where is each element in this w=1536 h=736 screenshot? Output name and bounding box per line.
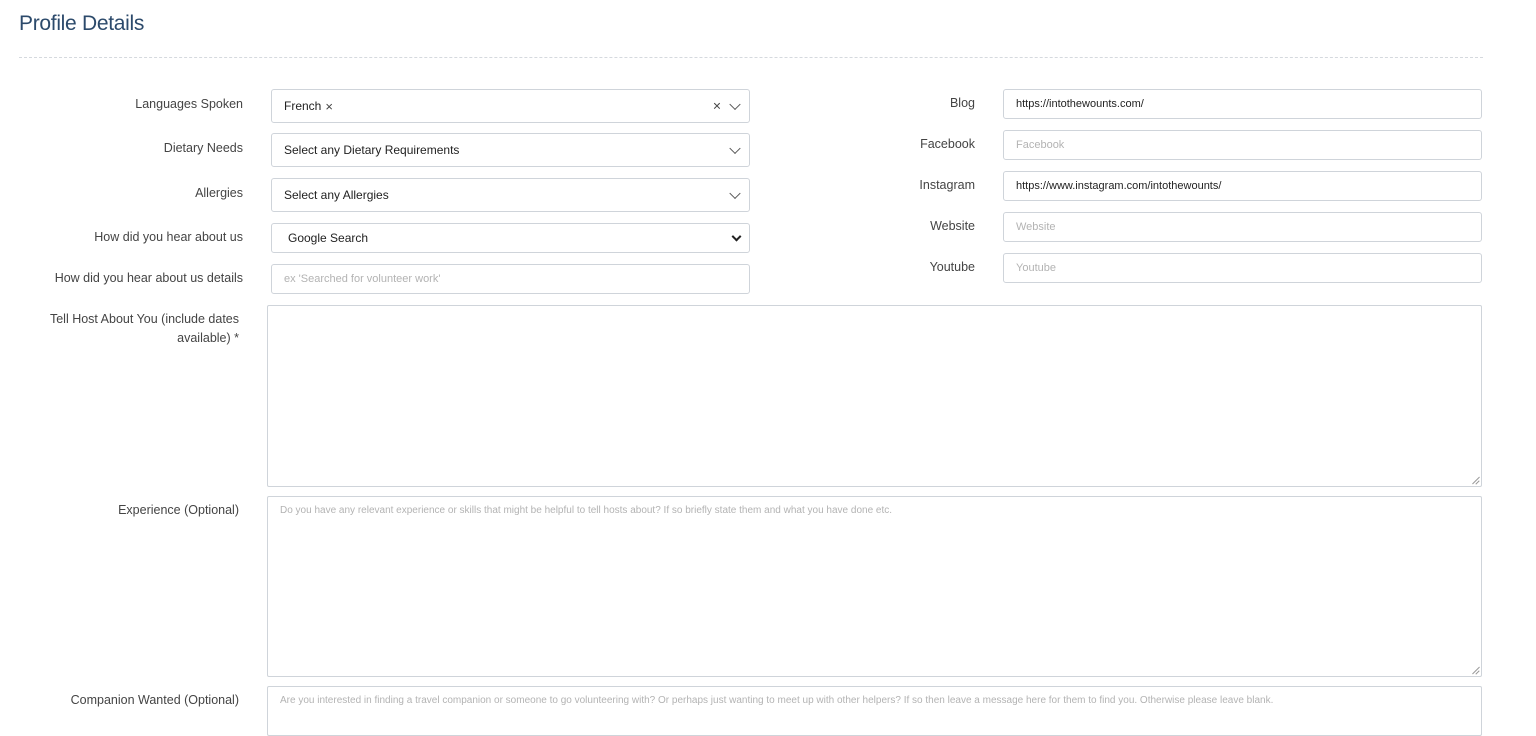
facebook-input[interactable] (1003, 130, 1482, 160)
dietary-placeholder: Select any Dietary Requirements (284, 143, 460, 157)
about-label-line1: Tell Host About You (include dates (49, 312, 239, 326)
resize-grip-icon[interactable] (1471, 476, 1479, 484)
clear-icon[interactable]: × (712, 97, 721, 114)
hear-select-value: Google Search (288, 231, 369, 245)
instagram-label: Instagram (919, 178, 975, 192)
remove-tag-icon[interactable]: × (325, 98, 333, 114)
youtube-input[interactable] (1003, 253, 1482, 283)
resize-grip-icon[interactable] (1471, 666, 1479, 674)
website-placeholder: Website (1016, 221, 1056, 233)
companion-placeholder: Are you interested in finding a travel companion or someone to go volunteering with? Or perhaps just wanting to meet up with other helpers? If so then leave a message here for them to find you. Otherwise please leave blank. (280, 695, 1274, 706)
instagram-input[interactable] (1003, 171, 1482, 201)
website-label: Website (930, 219, 975, 233)
section-divider (19, 57, 1483, 58)
allergies-multiselect[interactable] (271, 178, 750, 212)
chevron-down-icon[interactable] (729, 188, 740, 199)
facebook-placeholder: Facebook (1016, 139, 1065, 151)
dietary-label: Dietary Needs (163, 141, 243, 155)
dietary-multiselect[interactable] (271, 133, 750, 167)
about-label (50, 310, 239, 348)
languages-multiselect[interactable] (271, 89, 750, 123)
about-textarea[interactable] (267, 305, 1482, 487)
hear-label: How did you hear about us (94, 230, 243, 244)
languages-label: Languages Spoken (135, 97, 243, 111)
companion-label: Companion Wanted (Optional) (70, 693, 239, 707)
hear-details-input[interactable] (271, 264, 750, 294)
chevron-down-icon[interactable] (729, 143, 740, 154)
experience-textarea[interactable] (267, 496, 1482, 677)
blog-input[interactable] (1003, 89, 1482, 119)
website-input[interactable] (1003, 212, 1482, 242)
blog-value: https://intothewounts.com/ (1016, 98, 1144, 110)
hear-details-placeholder: ex 'Searched for volunteer work' (284, 273, 441, 285)
allergies-label: Allergies (195, 186, 243, 200)
youtube-placeholder: Youtube (1016, 262, 1056, 274)
language-tag-label: French (284, 99, 322, 113)
chevron-down-icon[interactable] (729, 99, 740, 110)
page-title: Profile Details (19, 12, 145, 35)
hear-select[interactable] (271, 223, 750, 253)
language-tag (284, 99, 333, 114)
allergies-placeholder: Select any Allergies (284, 188, 389, 202)
chevron-down-icon[interactable] (732, 232, 742, 242)
experience-label: Experience (Optional) (118, 503, 239, 517)
experience-placeholder: Do you have any relevant experience or skills that might be helpful to tell hosts about? If so briefly state them and what you have done etc. (280, 505, 893, 516)
about-label-line2: available) * (177, 331, 239, 345)
hear-details-label: How did you hear about us details (54, 271, 243, 285)
youtube-label: Youtube (929, 260, 975, 274)
blog-label: Blog (949, 96, 975, 110)
facebook-label: Facebook (920, 137, 975, 151)
instagram-value: https://www.instagram.com/intothewounts/ (1016, 180, 1222, 192)
companion-textarea[interactable] (267, 686, 1482, 736)
